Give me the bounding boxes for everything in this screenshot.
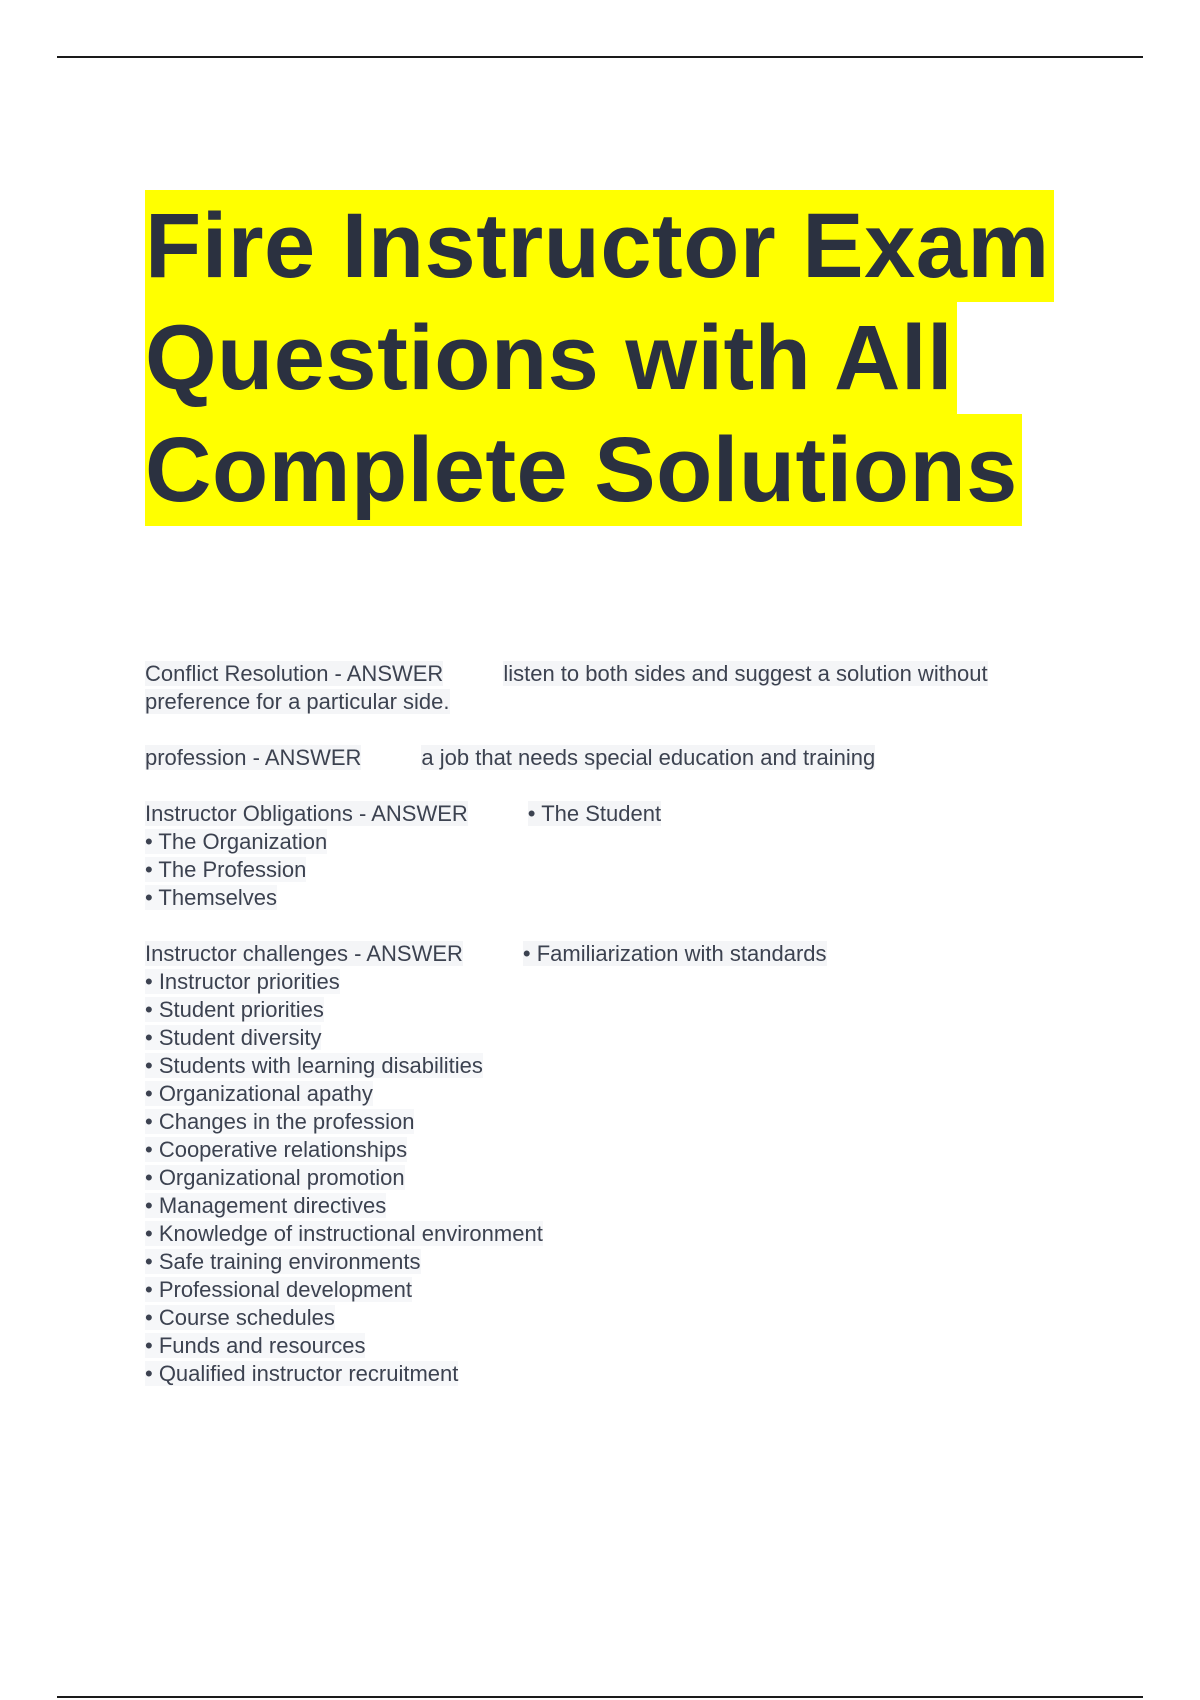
- title-line-3-text: Complete Solutions: [145, 414, 1022, 526]
- answer-bullet: • The Profession: [145, 857, 307, 882]
- answer-bullet: • Student priorities: [145, 997, 324, 1022]
- answer-bullet: • Cooperative relationships: [145, 1137, 408, 1162]
- qa-first-line: [145, 800, 1095, 828]
- answer-bullet-line: [145, 1108, 1095, 1136]
- answer-bullet-line: [145, 1164, 1095, 1192]
- answer-bullet: • Students with learning disabilities: [145, 1053, 483, 1078]
- question-label: Conflict Resolution - ANSWER: [145, 661, 444, 686]
- answer-bullet: • Organizational apathy: [145, 1081, 373, 1106]
- answer-bullet: • Funds and resources: [145, 1333, 366, 1358]
- qa-entry-instructor-obligations: [145, 800, 1095, 912]
- answer-bullet: • Knowledge of instructional environment: [145, 1221, 543, 1246]
- answer-bullet: • Professional development: [145, 1277, 412, 1302]
- qa-first-line: [145, 744, 1095, 772]
- answer-text: listen to both sides and suggest a solution without: [503, 661, 988, 686]
- title-line-1: [145, 190, 1095, 302]
- answer-bullet: • The Student: [527, 801, 662, 826]
- question-label: profession - ANSWER: [145, 745, 362, 770]
- qa-content: [145, 660, 1095, 1416]
- answer-bullet-line: [145, 996, 1095, 1024]
- answer-bullet-line: [145, 968, 1095, 996]
- qa-first-line: [145, 940, 1095, 968]
- answer-bullet-line: [145, 1220, 1095, 1248]
- answer-bullet-line: [145, 884, 1095, 912]
- answer-bullet: • Instructor priorities: [145, 969, 340, 994]
- answer-bullet-line: [145, 1024, 1095, 1052]
- answer-bullet-line: [145, 856, 1095, 884]
- answer-bullet-line: [145, 1304, 1095, 1332]
- question-label: Instructor Obligations - ANSWER: [145, 801, 468, 826]
- answer-bullet: • Familiarization with standards: [522, 941, 827, 966]
- answer-continuation: [145, 688, 1095, 716]
- answer-bullet-line: [145, 1276, 1095, 1304]
- title-line-2: [145, 302, 1095, 414]
- answer-bullet: • Course schedules: [145, 1305, 335, 1330]
- qa-entry-profession: [145, 744, 1095, 772]
- qa-entry-conflict-resolution: [145, 660, 1095, 716]
- answer-bullet-line: [145, 1360, 1095, 1388]
- qa-entry-instructor-challenges: [145, 940, 1095, 1388]
- answer-bullet-line: [145, 1052, 1095, 1080]
- bottom-rule: [57, 1696, 1143, 1698]
- answer-bullet: • Student diversity: [145, 1025, 322, 1050]
- answer-bullet: • Organizational promotion: [145, 1165, 405, 1190]
- answer-bullet: • Safe training environments: [145, 1249, 421, 1274]
- answer-bullet-line: [145, 1136, 1095, 1164]
- title-line-2-text: Questions with All: [145, 302, 957, 414]
- answer-continuation-text: preference for a particular side.: [145, 689, 450, 714]
- title-line-3: [145, 414, 1095, 526]
- document-title: [145, 190, 1095, 526]
- title-line-1-text: Fire Instructor Exam: [145, 190, 1054, 302]
- answer-bullet: • The Organization: [145, 829, 328, 854]
- qa-first-line: [145, 660, 1095, 688]
- answer-bullet-line: [145, 828, 1095, 856]
- answer-bullet: • Themselves: [145, 885, 278, 910]
- answer-bullet-line: [145, 1080, 1095, 1108]
- answer-text: a job that needs special education and training: [421, 745, 876, 770]
- answer-bullet-line: [145, 1192, 1095, 1220]
- question-label: Instructor challenges - ANSWER: [145, 941, 463, 966]
- top-rule: [57, 56, 1143, 58]
- answer-bullet: • Qualified instructor recruitment: [145, 1361, 459, 1386]
- answer-bullet-line: [145, 1332, 1095, 1360]
- answer-bullet: • Management directives: [145, 1193, 387, 1218]
- answer-bullet-line: [145, 1248, 1095, 1276]
- answer-bullet: • Changes in the profession: [145, 1109, 415, 1134]
